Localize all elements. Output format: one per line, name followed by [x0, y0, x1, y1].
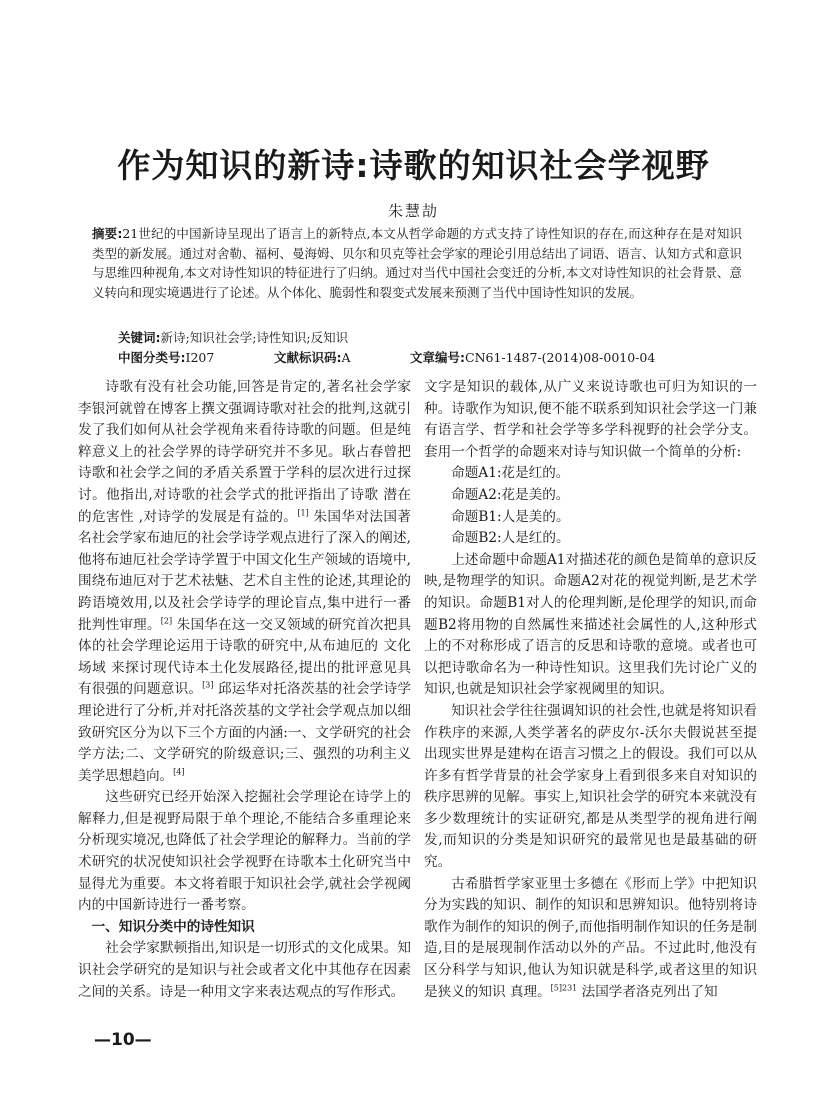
page-number: —10— — [94, 1030, 152, 1050]
proposition: 命题A1:花是红的。 — [451, 465, 570, 482]
citation-ref: [5]231 — [550, 983, 578, 993]
abstract-text: 21世纪的中国新诗呈现出了语言上的新特点,本文从哲学命题的方式支持了诗性知识的存在,而这种存在是对知识类型的新发展。通过对舍勒、福柯、曼海姆、贝尔和贝克等社会学家的理论引用总结出了词语、语言、认知方式和意识与思维四种视角,本文对诗性知识的特征进行了归纳。通过对当代中国社会变迁的分析,本文对诗性知识的社会背景、意义转向和现实境遇进行了论述。从个体化、脆弱性和裂变式发展来预测了当代中国诗性知识的发展。 — [92, 226, 743, 300]
body-column-left — [78, 377, 411, 1003]
citation-ref: [2] — [160, 616, 173, 625]
section-heading: 一、知识分类中的诗性知识 — [91, 918, 255, 935]
keywords — [118, 328, 738, 346]
citation-ref: [3] — [202, 680, 214, 690]
clc-value: I207 — [185, 350, 215, 365]
text-run: 古希腊哲学家亚里士多德在《形而上学》中把知识分为实践的知识、制作的知识和思辨知识。他特别将诗歌作为制作的知识的例子,而他指明制作知识的任务是制造,目的是展现制作活动以外的产品。不过此时,他没有区分科学与知识,他认为知识就是科学,或者这里的知识是狭义的知识 真理。 — [424, 875, 757, 1000]
paragraph: 文字是知识的载体,从广义来说诗歌也可归为知识的一种。诗歌作为知识,便不能不联系到知识社会学这一门兼有语言学、哲学和社会学等多学科视野的社会学分支。套用一个哲学的命题来对诗与知识做一个简单的分析: — [424, 379, 757, 460]
clc-label: 中图分类号: — [118, 350, 186, 365]
citation-ref: [1] — [297, 508, 309, 518]
paragraph: 知识社会学往往强调知识的社会性,也就是将知识看作秩序的来源,人类学著名的萨皮尔-沃尔夫假说甚至提出现实世界是建构在语言习惯之上的假设。我们可以从许多有哲学背景的社会学家身上看到很多来自对知识的秩序思辨的见解。事实上,知识社会学的研究本来就没有多少数理统计的实证研究,都是从类型学的视角进行阐发,而知识的分类是知识研究的最常见也是最基础的研究。 — [424, 702, 757, 871]
paragraph — [424, 874, 757, 1004]
body-column-right — [424, 377, 757, 1003]
article-value: CN61-1487-(2014)08-0010-04 — [465, 350, 656, 365]
abstract-label: 摘要: — [92, 226, 123, 241]
document-code — [274, 348, 351, 366]
clc-number — [118, 348, 214, 366]
proposition: 命题B1:人是美的。 — [451, 508, 570, 525]
abstract — [92, 224, 742, 302]
text-run: 邱运华对托洛茨基的社会学诗学理论进行了分析,并对托洛茨基的文学社会学观点加以细致研究区分为以下三个方面的内涵:一、文学研究的社会学方法;二、文学研究的阶级意识;三、强烈的功利主义美学思想趋向。 — [78, 681, 411, 784]
proposition: 命题B2:人是红的。 — [451, 530, 570, 547]
classification-line — [118, 348, 758, 366]
citation-ref: [4] — [173, 767, 185, 777]
doc-label: 文献标识码: — [274, 350, 342, 365]
keywords-text: 新诗;知识社会学;诗性知识;反知识 — [160, 330, 349, 345]
paragraph: 这些研究已经开始深入挖掘社会学理论在诗学上的解释力,但是视野局限于单个理论,不能结合多重理论来分析现实境况,也降低了社会学理论的解释力。当前的学术研究的状况使知识社会学视野在诗歌本土化研究当中显得尤为重要。本文将着眼于知识社会学,就社会学视阈内的中国新诗进行一番考察。 — [78, 789, 411, 914]
paragraph: 社会学家默顿指出,知识是一切形式的文化成果。知识社会学研究的是知识与社会或者文化中其他存在因素之间的关系。诗是一种用文字来表达观点的写作形式。 — [78, 940, 411, 1000]
paragraph — [78, 377, 411, 787]
keywords-label: 关键词: — [118, 330, 161, 345]
text-run: 法国学者洛克列出了知 — [577, 983, 718, 1000]
author-name: 朱慧劼 — [387, 202, 439, 220]
article-number — [410, 348, 655, 366]
text-run: 朱国华在这一交叉领域的研究首次把具体的社会学理论运用于诗歌的研究中,从布迪厄的 文化场域 来探讨现代诗本土化发展路径,提出的批评意见具有很强的问题意识。 — [78, 616, 411, 698]
proposition: 命题A2:花是美的。 — [451, 486, 570, 503]
text-run: 诗歌有没有社会功能,回答是肯定的,著名社会学家李银河就曾在博客上撰文强调诗歌对社会的批判,这就引发了我们如何从社会学视角来看待诗歌的问题。但是纯粹意义上的社会学界的诗学研究并不多见。耿占春曾把诗歌和社会学之间的矛盾关系置于学科的层次进行过探讨。他指出,对诗歌的社会学式的批评指出了诗歌 潜在的危害性 ,对诗学的发展是有益的。 — [78, 379, 411, 525]
doc-value: A — [341, 350, 351, 365]
text-run: 朱国华对法国著名社会学家布迪厄的社会学诗学观点进行了深入的阐述,他将布迪厄社会学诗学置于中国文化生产领域的语境中,围绕布迪厄对于艺术祛魅、艺术自主性的论述,其理论的跨语境效用,以及社会学诗学的理论盲点,集中进行一番批判性审理。 — [78, 508, 411, 633]
article-label: 文章编号: — [410, 350, 465, 365]
paragraph: 上述命题中命题A1对描述花的颜色是简单的意识反映,是物理学的知识。命题A2对花的视觉判断,是艺术学的知识。命题B1对人的伦理判断,是伦理学的知识,而命题B2将用物的自然属性来描述社会属性的人,这种形式上的不对称形成了语言的反思和诗歌的意境。或者也可以把诗歌命名为一种诗性知识。这里我们先讨论广义的知识,也就是知识社会学家视阈里的知识。 — [424, 551, 757, 698]
paper-title: 作为知识的新诗:诗歌的知识社会学视野 — [117, 146, 710, 185]
